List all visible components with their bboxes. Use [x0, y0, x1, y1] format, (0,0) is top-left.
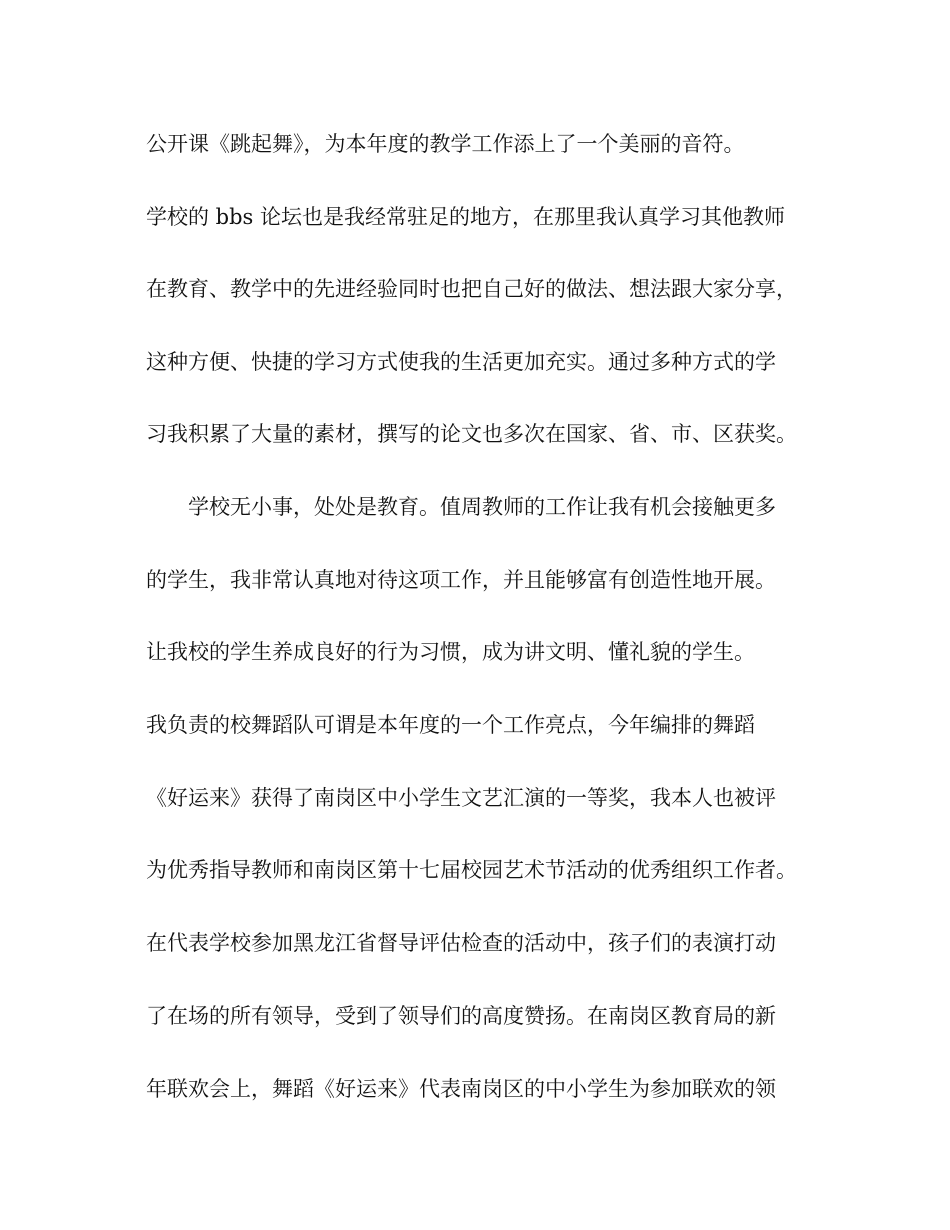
paragraph-line: 这种方便、快捷的学习方式使我的生活更加充实。通过多种方式的学	[146, 350, 776, 374]
paragraph-line-indented: 学校无小事，处处是教育。值周教师的工作让我有机会接触更多	[188, 495, 776, 519]
paragraph-line: 了在场的所有领导，受到了领导们的高度赞扬。在南岗区教育局的新	[146, 1004, 776, 1028]
paragraph-line: 在教育、教学中的先进经验同时也把自己好的做法、想法跟大家分享，	[146, 277, 797, 301]
paragraph-line: 我负责的校舞蹈队可谓是本年度的一个工作亮点，今年编排的舞蹈	[146, 713, 755, 737]
paragraph-line: 让我校的学生养成良好的行为习惯，成为讲文明、懂礼貌的学生。	[146, 640, 755, 664]
paragraph-line: 在代表学校参加黑龙江省督导评估检查的活动中，孩子们的表演打动	[146, 931, 776, 955]
paragraph-line: 为优秀指导教师和南岗区第十七届校园艺术节活动的优秀组织工作者。	[146, 858, 797, 882]
paragraph-line: 学校的 bbs 论坛也是我经常驻足的地方，在那里我认真学习其他教师	[146, 205, 786, 229]
paragraph-line: 习我积累了大量的素材，撰写的论文也多次在国家、省、市、区获奖。	[146, 422, 797, 446]
paragraph-line: 的学生，我非常认真地对待这项工作，并且能够富有创造性地开展。	[146, 568, 776, 592]
paragraph-line: 公开课《跳起舞》，为本年度的教学工作添上了一个美丽的音符。	[146, 132, 745, 156]
paragraph-line: 年联欢会上，舞蹈《好运来》代表南岗区的中小学生为参加联欢的领	[146, 1077, 776, 1101]
paragraph-line: 《好运来》获得了南岗区中小学生文艺汇演的一等奖，我本人也被评	[146, 786, 776, 810]
